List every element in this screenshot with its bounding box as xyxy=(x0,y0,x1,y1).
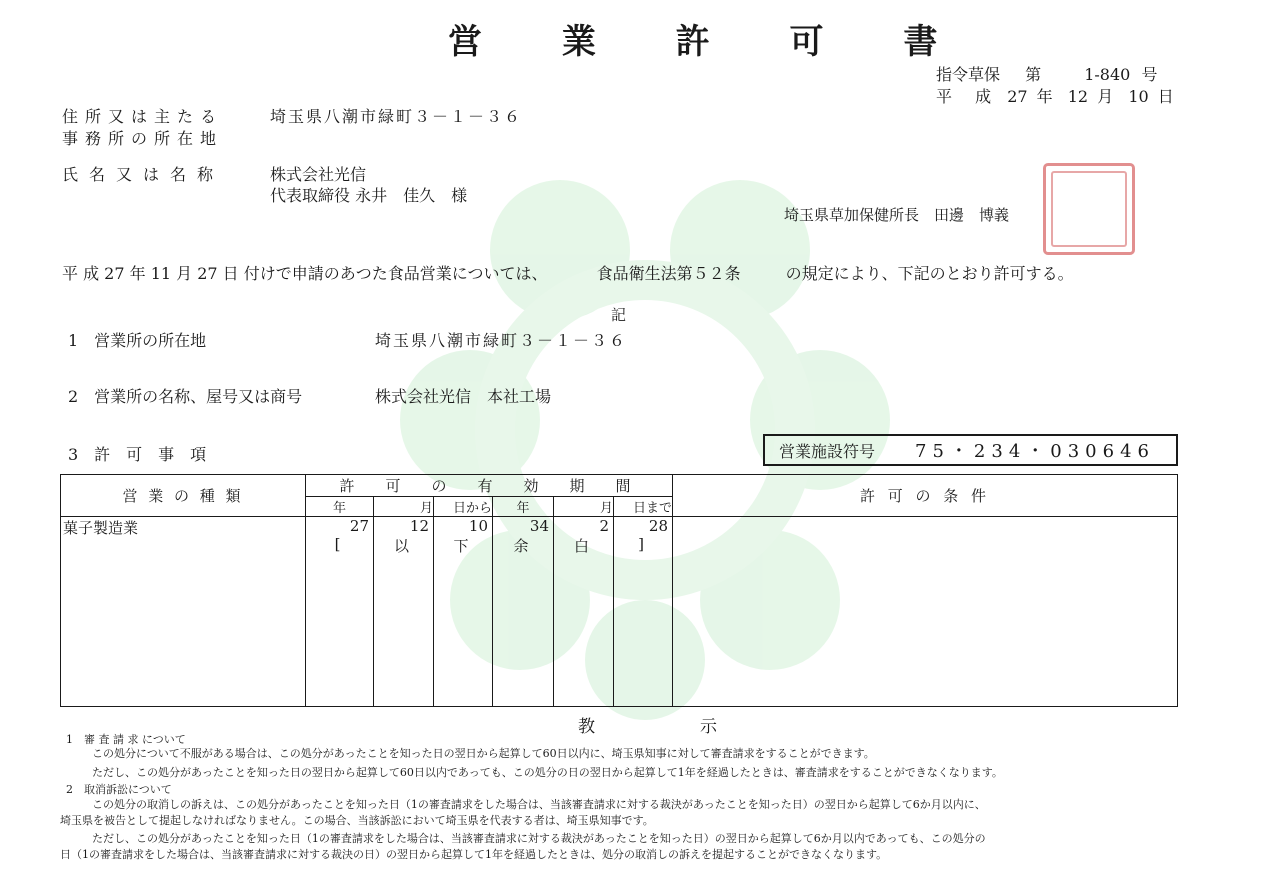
to-year: 34 xyxy=(529,517,549,535)
issue-day-unit: 日 xyxy=(1157,87,1174,106)
filler-i: 以 xyxy=(393,537,409,555)
issue-month-unit: 月 xyxy=(1097,87,1114,106)
law-reference: 食品衛生法第５２条 xyxy=(596,264,741,283)
name-label: 氏名又は名称 xyxy=(62,165,225,184)
from-month-cell xyxy=(374,517,434,707)
subheader-to-year: 年 xyxy=(493,497,554,517)
item1-value: 埼玉県八潮市緑町３－１－３６ xyxy=(375,331,628,350)
from-year: 27 xyxy=(349,517,369,535)
item2-label: 2 営業所の名称、屋号又は商号 xyxy=(68,387,303,406)
to-day: 28 xyxy=(648,517,668,535)
filler-yo: 余 xyxy=(513,537,529,555)
to-day-cell xyxy=(614,517,673,707)
to-month-cell xyxy=(554,517,614,707)
filler-ka: 下 xyxy=(453,537,469,555)
permit-statement xyxy=(62,261,1074,284)
instruction-item1-line2: ただし、この処分があったことを知った日の翌日から起算して60日以内であっても、この処分の日の翌日から起算して1年を経過したときは、審査請求をすることができなくなります。 xyxy=(92,766,1003,779)
statement-end: の規定により、下記のとおり許可する。 xyxy=(785,264,1074,283)
facility-code-value: 75・234・030646 xyxy=(915,441,1155,462)
filler-haku: 白 xyxy=(573,537,589,555)
subheader-from-month: 月 xyxy=(374,497,434,517)
business-type-cell xyxy=(61,517,306,707)
filler-bracket-close: ] xyxy=(638,535,644,553)
instruction-item1-line1: この処分について不服がある場合は、この処分があったことを知った日の翌日から起算して60日以内に、埼玉県知事に対して審査請求をすることができます。 xyxy=(92,747,875,760)
subheader-from-year: 年 xyxy=(306,497,374,517)
item3-label: 3 許 可 事 項 xyxy=(68,445,207,464)
ki-heading: 記 xyxy=(611,306,627,324)
filler-bracket-open: [ xyxy=(334,535,341,553)
subheader-from-day: 日から xyxy=(434,497,493,517)
facility-code-label: 営業施設符号 xyxy=(779,441,876,461)
reference-go: 号 xyxy=(1141,65,1158,84)
from-day: 10 xyxy=(468,517,488,535)
conditions-cell xyxy=(673,517,1178,707)
issue-year: 27 xyxy=(1007,87,1028,106)
statement-mid: 付けで申請のあつた食品営業については、 xyxy=(243,264,548,283)
representative-name: 代表取締役 永井 佳久 様 xyxy=(270,186,468,205)
address-label-line2: 事務所の所在地 xyxy=(62,129,224,148)
facility-code-box xyxy=(763,434,1178,466)
column-business-type: 営 業 の 種 類 xyxy=(61,475,306,517)
instruction-item2-line3: ただし、この処分があったことを知った日（1の審査請求をした場合は、当該審査請求に対する裁決があったことを知った日）の翌日から起算して6か月以内であっても、この処分の xyxy=(92,832,986,845)
reference-number: 1-840 xyxy=(1084,65,1131,84)
issue-era: 平 成 xyxy=(936,87,999,106)
subheader-to-day: 日まで xyxy=(614,497,673,517)
company-name: 株式会社光信 xyxy=(270,165,367,184)
reference-dai: 第 xyxy=(1025,65,1042,84)
issue-date xyxy=(936,84,1174,107)
reference-label: 指令草保 xyxy=(936,65,1001,84)
issue-year-unit: 年 xyxy=(1036,87,1053,106)
item2-value: 株式会社光信 本社工場 xyxy=(375,387,552,406)
official-seal-inner xyxy=(1051,171,1127,247)
instruction-item2-line4: 日（1の審査請求をした場合は、当該審査請求に対する裁決の日）の翌日から起算して1年を経過したときは、処分の取消しの訴えを提起することができなくなります。 xyxy=(60,848,888,861)
issue-day: 10 xyxy=(1128,87,1149,106)
from-year-cell xyxy=(306,517,374,707)
column-validity-period: 許 可 の 有 効 期 間 xyxy=(306,475,673,497)
issuer-name: 埼玉県草加保健所長 田邊 博義 xyxy=(784,206,1010,224)
item1-label: 1 営業所の所在地 xyxy=(68,331,207,350)
instruction-heading: 教 示 xyxy=(578,717,761,737)
document-title: 営 業 許 可 書 xyxy=(448,22,972,62)
permit-table xyxy=(60,474,1178,707)
from-day-cell xyxy=(434,517,493,707)
table-row xyxy=(61,517,1178,707)
to-month: 2 xyxy=(599,517,609,535)
application-date: 平 成 27 年 11 月 27 日 xyxy=(62,264,239,283)
applicant-address: 埼玉県八潮市緑町３－１－３６ xyxy=(270,107,523,126)
to-year-cell xyxy=(493,517,554,707)
instruction-item2-line1: この処分の取消しの訴えは、この処分があったことを知った日（1の審査請求をした場合は、当該審査請求に対する裁決があったことを知った日）の翌日から起算して6か月以内に、 xyxy=(92,798,986,811)
instruction-item2-line2: 埼玉県を被告として提起しなければなりません。この場合、当該訴訟において埼玉県を代表する者は、埼玉県知事です。 xyxy=(60,814,654,827)
instruction-item2-title: 2 取消訴訟について xyxy=(66,783,172,796)
address-label-line1: 住所又は主たる xyxy=(62,107,224,126)
issue-month: 12 xyxy=(1067,87,1089,106)
business-type: 菓子製造業 xyxy=(63,519,139,537)
column-permit-conditions: 許 可 の 条 件 xyxy=(673,475,1178,517)
reference-line xyxy=(936,62,1157,85)
instruction-item1-title: 1 審 査 請 求 について xyxy=(66,733,186,746)
from-month: 12 xyxy=(409,517,429,535)
subheader-to-month: 月 xyxy=(554,497,614,517)
official-seal xyxy=(1043,163,1135,255)
